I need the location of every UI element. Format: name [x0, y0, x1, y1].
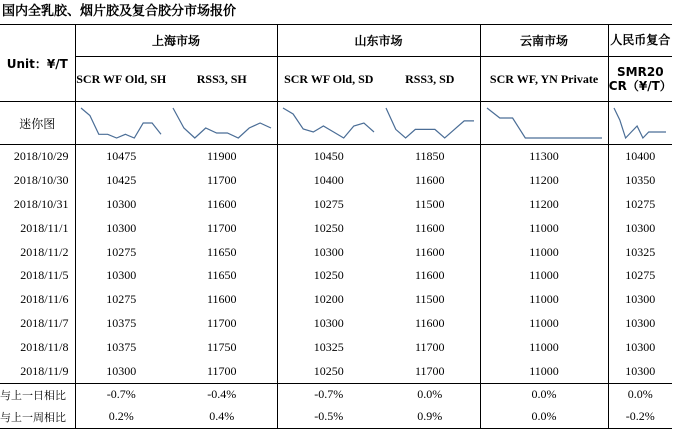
price-cell: 11750 — [167, 335, 277, 359]
change-cell: 0.0% — [380, 383, 480, 406]
price-cell: 10275 — [313, 196, 344, 211]
price-cell: 10400 — [625, 149, 656, 164]
column-header: SCR WF Old, SH — [75, 57, 167, 102]
price-cell: 10250 — [313, 220, 344, 235]
sparkline-cell — [75, 102, 167, 145]
price-cell: 11900 — [167, 145, 277, 169]
price-cell: 10300 — [313, 315, 344, 330]
price-cell: 11600 — [380, 312, 480, 336]
price-cell: 10300 — [625, 315, 656, 330]
price-cell: 11000 — [480, 216, 608, 240]
change-cell: -0.7% — [277, 383, 380, 406]
change-cell: 0.0% — [480, 406, 608, 429]
price-cell: 11700 — [380, 335, 480, 359]
date-cell: 2018/11/1 — [0, 216, 75, 240]
price-cell: 10400 — [313, 173, 344, 188]
change-cell: 0.0% — [480, 383, 608, 406]
column-header: SCR WF, YN Private — [480, 57, 608, 102]
change-cell: 0.9% — [380, 406, 480, 429]
sparkline-cell — [608, 102, 672, 145]
market-shandong: 山东市场 — [277, 25, 480, 57]
table-row — [0, 216, 672, 240]
price-cell: 11500 — [380, 193, 480, 217]
price-cell: 11600 — [380, 264, 480, 288]
sparkline-chart — [484, 105, 605, 141]
price-cell: 11600 — [167, 288, 277, 312]
table-row — [0, 145, 672, 169]
price-cell: 10250 — [313, 363, 344, 378]
price-cell: 10375 — [106, 315, 137, 330]
price-cell: 10300 — [625, 339, 656, 354]
table-row — [0, 240, 672, 264]
price-cell: 10275 — [106, 292, 137, 307]
change-cell: 0.2% — [75, 406, 167, 429]
column-header: SMR20 CR（¥/T） — [608, 57, 672, 102]
sparkline-row — [0, 102, 672, 145]
sparkline-cell — [167, 102, 277, 145]
date-cell: 2018/10/29 — [0, 145, 75, 169]
table-row — [0, 335, 672, 359]
price-cell: 11000 — [480, 240, 608, 264]
table-row — [0, 288, 672, 312]
sparkline-chart — [383, 105, 477, 141]
market-shanghai: 上海市场 — [75, 25, 277, 57]
price-cell: 10300 — [313, 244, 344, 259]
price-cell: 11700 — [380, 359, 480, 383]
price-table — [0, 24, 672, 429]
price-cell: 10200 — [313, 292, 344, 307]
price-cell: 10300 — [106, 268, 137, 283]
price-cell: 10325 — [625, 244, 656, 259]
change-cell: 0.4% — [167, 406, 277, 429]
change-cell: 0.0% — [608, 383, 672, 406]
price-cell: 11600 — [380, 216, 480, 240]
sparkline-chart — [280, 105, 377, 141]
price-cell: 11200 — [480, 169, 608, 193]
price-cell: 11700 — [167, 359, 277, 383]
date-cell: 2018/11/9 — [0, 359, 75, 383]
market-rmb-composite: 人民币复合 — [608, 25, 672, 57]
change-row — [0, 406, 672, 429]
sparkline-cell — [277, 102, 380, 145]
sparkline-cell — [380, 102, 480, 145]
date-cell: 2018/11/8 — [0, 335, 75, 359]
sparkline-line — [81, 108, 161, 138]
column-header-row — [0, 57, 672, 102]
date-cell: 2018/11/7 — [0, 312, 75, 336]
price-cell: 10275 — [625, 196, 656, 211]
table-row — [0, 193, 672, 217]
change-cell: -0.7% — [75, 383, 167, 406]
market-header-row — [0, 25, 672, 57]
column-header: RSS3, SD — [380, 57, 480, 102]
table-row — [0, 169, 672, 193]
sparkline-chart — [170, 105, 274, 141]
change-label: 与上一周相比 — [0, 406, 75, 429]
price-cell: 10450 — [313, 149, 344, 164]
sparkline-line — [283, 108, 374, 138]
change-label: 与上一日相比 — [0, 383, 75, 406]
table-row — [0, 264, 672, 288]
change-cell: -0.5% — [277, 406, 380, 429]
sparkline-line — [614, 108, 666, 138]
market-yunnan: 云南市场 — [480, 25, 608, 57]
price-cell: 11600 — [167, 193, 277, 217]
price-cell: 10300 — [625, 363, 656, 378]
date-cell: 2018/11/6 — [0, 288, 75, 312]
price-cell: 10475 — [106, 149, 137, 164]
price-cell: 10275 — [625, 268, 656, 283]
sparkline-line — [386, 108, 474, 138]
price-cell: 11700 — [167, 312, 277, 336]
change-row — [0, 383, 672, 406]
price-cell: 11650 — [167, 240, 277, 264]
price-cell: 11600 — [380, 169, 480, 193]
price-cell: 11650 — [167, 264, 277, 288]
change-cell: -0.2% — [608, 406, 672, 429]
date-cell: 2018/10/30 — [0, 169, 75, 193]
date-cell: 2018/10/31 — [0, 193, 75, 217]
change-cell: -0.4% — [167, 383, 277, 406]
price-cell: 11700 — [167, 169, 277, 193]
price-cell: 10375 — [106, 339, 137, 354]
price-cell: 11000 — [480, 359, 608, 383]
price-cell: 10300 — [625, 292, 656, 307]
price-cell: 11700 — [167, 216, 277, 240]
price-cell: 11000 — [480, 288, 608, 312]
sparkline-line — [487, 108, 602, 138]
price-cell: 11000 — [480, 264, 608, 288]
price-cell: 10325 — [313, 339, 344, 354]
column-header: SCR WF Old, SD — [277, 57, 380, 102]
price-cell: 11300 — [480, 145, 608, 169]
unit-label: Unit：¥/T — [0, 25, 75, 102]
sparkline-cell — [480, 102, 608, 145]
sparkline-chart — [78, 105, 164, 141]
price-cell: 11200 — [480, 193, 608, 217]
column-header: RSS3, SH — [167, 57, 277, 102]
page-title: 国内全乳胶、烟片胶及复合胶分市场报价 — [2, 4, 237, 19]
price-cell: 10300 — [106, 220, 137, 235]
price-cell: 10300 — [106, 196, 137, 211]
sparkline-line — [173, 108, 271, 138]
price-cell: 10300 — [625, 220, 656, 235]
sparkline-label: 迷你图 — [0, 102, 75, 145]
price-cell: 10300 — [106, 363, 137, 378]
date-cell: 2018/11/2 — [0, 240, 75, 264]
price-cell: 10275 — [106, 244, 137, 259]
table-row — [0, 312, 672, 336]
price-cell: 11000 — [480, 335, 608, 359]
price-cell: 11850 — [380, 145, 480, 169]
price-cell: 11600 — [380, 240, 480, 264]
price-cell: 11500 — [380, 288, 480, 312]
sparkline-chart — [611, 105, 669, 141]
price-cell: 10350 — [625, 173, 656, 188]
price-cell: 10425 — [106, 173, 137, 188]
price-cell: 11000 — [480, 312, 608, 336]
table-row — [0, 359, 672, 383]
price-cell: 10250 — [313, 268, 344, 283]
date-cell: 2018/11/5 — [0, 264, 75, 288]
